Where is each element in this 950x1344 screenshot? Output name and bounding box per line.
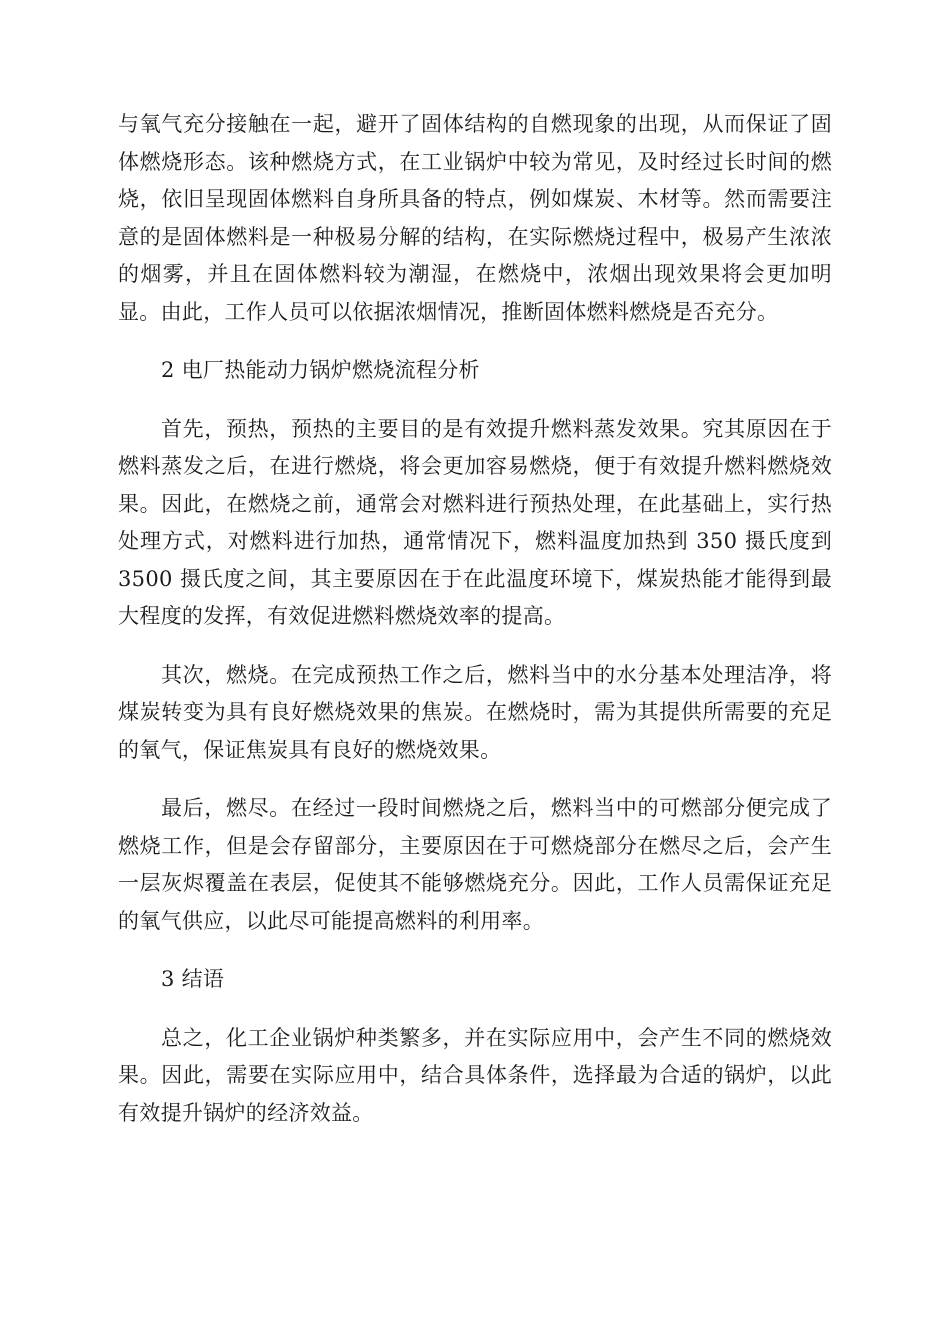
section-3-heading: 3 结语 — [161, 967, 225, 991]
combustion-paragraph: 其次，燃烧。在完成预热工作之后，燃料当中的水分基本处理洁净，将煤炭转变为具有良好燃烧效果的焦炭。在燃烧时，需为其提供所需要的充足的氧气，保证焦炭具有良好的燃烧效果。 — [118, 662, 832, 762]
continuation-paragraph: 与氧气充分接触在一起，避开了固体结构的自燃现象的出现，从而保证了固体燃烧形态。该种燃烧方式，在工业锅炉中较为常见，及时经过长时间的燃烧，依旧呈现固体燃料自身所具备的特点，例如煤炭、木材等。然而需要注意的是固体燃料是一种极易分解的结构，在实际燃烧过程中，极易产生浓浓的烟雾，并且在固体燃料较为潮湿，在燃烧中，浓烟出现效果将会更加明显。由此，工作人员可以依据浓烟情况，推断固体燃料燃烧是否充分。 — [118, 112, 832, 324]
preheat-paragraph: 首先，预热，预热的主要目的是有效提升燃料蒸发效果。究其原因在于燃料蒸发之后，在进行燃烧，将会更加容易燃烧，便于有效提升燃料燃烧效果。因此，在燃烧之前，通常会对燃料进行预热处理，在此基础上，实行热处理方式，对燃料进行加热，通常情况下，燃料温度加热到 350 摄氏度到 3500 摄氏度之间，其主要原因在于在此温度环境下，煤炭热能才能得到最大程度的发挥，有效促进燃料燃烧效率的提高。 — [118, 416, 832, 628]
section-2-heading: 2 电厂热能动力锅炉燃烧流程分析 — [161, 358, 480, 382]
conclusion-paragraph: 总之，化工企业锅炉种类繁多，并在实际应用中，会产生不同的燃烧效果。因此，需要在实际应用中，结合具体条件，选择最为合适的锅炉，以此有效提升锅炉的经济效益。 — [118, 1025, 832, 1125]
document-body — [118, 106, 832, 1132]
burnout-paragraph: 最后，燃尽。在经过一段时间燃烧之后，燃料当中的可燃部分便完成了燃烧工作，但是会存留部分，主要原因在于可燃烧部分在燃尽之后，会产生一层灰烬覆盖在表层，促使其不能够燃烧充分。因此，工作人员需保证充足的氧气供应，以此尽可能提高燃料的利用率。 — [118, 796, 832, 933]
